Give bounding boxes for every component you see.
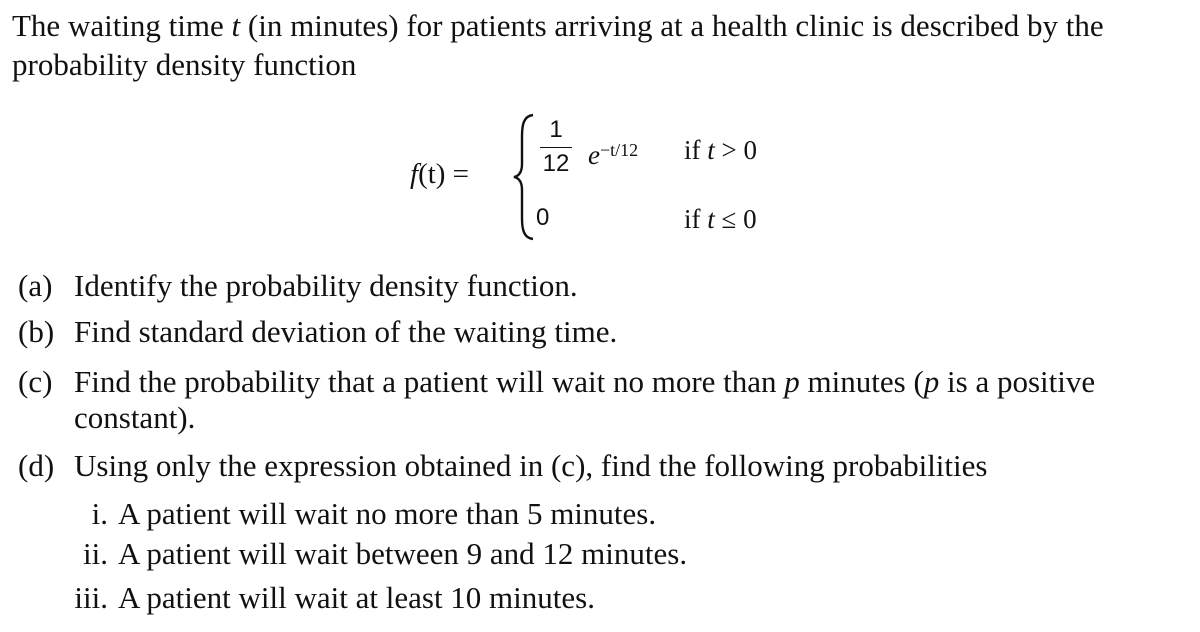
sub-i-text: A patient will wait no more than 5 minutes. (118, 496, 657, 531)
part-c-text-2: minutes ( (807, 364, 924, 399)
second-case-value: 0 (536, 204, 550, 231)
left-brace-icon (512, 112, 536, 242)
sub-i-label: i. (91, 496, 108, 531)
sub-iii-label: iii. (74, 580, 108, 615)
intro-variable-t: t (231, 8, 241, 43)
formula-function-name: f (410, 158, 419, 190)
exponential-power: −t/12 (599, 140, 639, 160)
fraction-bar (540, 147, 572, 148)
part-b-text: Find standard deviation of the waiting time. (74, 314, 618, 349)
formula-fraction (536, 116, 576, 178)
intro-text-end: (in minutes) for patients arriving at a health clinic is described by the probability density function (12, 8, 1104, 82)
condition2-if: if (684, 204, 701, 234)
piecewise-pdf-formula (410, 112, 810, 242)
condition1-rel: > 0 (721, 135, 757, 165)
sub-iii-text: A patient will wait at least 10 minutes. (118, 580, 595, 615)
part-c-text (74, 364, 1095, 400)
part-c-var-p: p (784, 364, 800, 399)
part-a-text: Identify the probability density function. (74, 268, 578, 303)
part-c-text-1: Find the probability that a patient will wait no more than (74, 364, 777, 399)
part-c-text-3: is a positive (947, 364, 1096, 399)
intro-text-start: The waiting time (12, 8, 224, 43)
condition-first-case (684, 135, 757, 166)
condition1-if: if (684, 135, 701, 165)
problem-intro (12, 6, 1192, 84)
condition1-var: t (707, 135, 715, 165)
fraction-denominator: 12 (542, 150, 570, 177)
sub-ii-label: ii. (83, 536, 108, 571)
part-d-text: Using only the expression obtained in (c), find the following probabilities (74, 448, 988, 483)
part-d-label: (d) (18, 448, 55, 483)
condition2-rel: ≤ 0 (721, 204, 757, 234)
question-part-c-continued (74, 400, 195, 436)
exponential-base: e (588, 140, 600, 170)
fraction-numerator: 1 (549, 116, 563, 143)
sub-ii-text: A patient will wait between 9 and 12 minutes. (118, 536, 688, 571)
part-b-label: (b) (18, 314, 55, 349)
part-c-text-line2: constant). (74, 400, 196, 435)
formula-lhs (410, 158, 469, 191)
condition2-var: t (707, 204, 715, 234)
condition-second-case (684, 204, 757, 235)
part-a-label: (a) (18, 268, 53, 303)
formula-function-arg: (t) = (418, 158, 470, 190)
part-c-var-p-2: p (923, 364, 940, 399)
part-c-label: (c) (18, 364, 53, 399)
formula-exponential (588, 140, 638, 171)
